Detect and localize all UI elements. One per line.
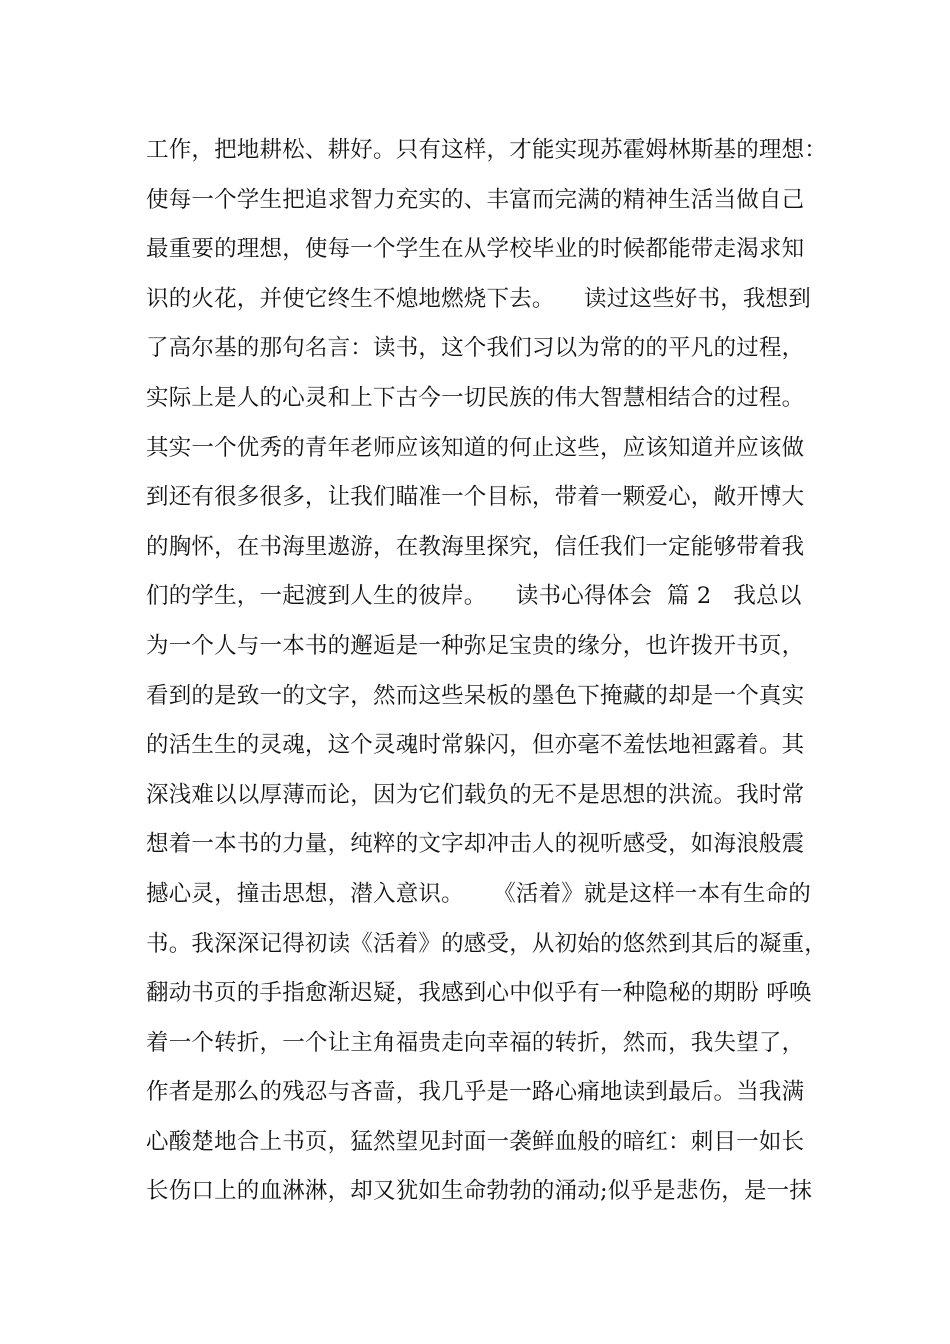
text-line: 翻动书页的手指愈渐迟疑，我感到心中似乎有一种隐秘的期盼 呼唤 [146, 980, 812, 1007]
text-line: 识的火花，并使它终生不熄地燃烧下去。 读过这些好书，我想到 [146, 285, 812, 312]
text-line: 工作，把地耕松、耕好。只有这样，才能实现苏霍姆林斯基的理想： [146, 137, 828, 163]
text-line: 最重要的理想，使每一个学生在从学校毕业的时候都能带走渴求知 [146, 236, 805, 263]
text-line: 深浅难以以厚薄而论，因为它们载负的无不是思想的洪流。我时常 [146, 781, 805, 808]
text-line: 着一个转折，一个让主角福贵走向幸福的转折，然而，我失望了， [146, 1029, 805, 1056]
text-line: 的活生生的灵魂，这个灵魂时常躲闪，但亦毫不羞怯地袒露着。其 [146, 732, 805, 759]
text-line: 看到的是致一的文字，然而这些呆板的墨色下掩藏的却是一个真实 [146, 682, 805, 709]
text-line: 了高尔基的那句名言：读书，这个我们习以为常的的平凡的过程， [146, 335, 805, 362]
text-line: 使每一个学生把追求智力充实的、丰富而完满的精神生活当做自己 [146, 186, 805, 213]
text-line: 其实一个优秀的青年老师应该知道的何止这些，应该知道并应该做 [146, 434, 805, 461]
text-line: 的胸怀，在书海里遨游，在教海里探究，信任我们一定能够带着我 [146, 533, 805, 560]
text-line: 想着一本书的力量，纯粹的文字却冲击人的视听感受，如海浪般震 [146, 831, 805, 858]
text-line: 为一个人与一本书的邂逅是一种弥足宝贵的缘分，也许拨开书页， [146, 632, 805, 659]
text-line: 到还有很多很多，让我们瞄准一个目标，带着一颗爱心，敞开博大 [146, 484, 805, 511]
text-line: 们的学生，一起渡到人生的彼岸。 读书心得体会 篇 2 我总以 [146, 583, 802, 610]
body-text [146, 126, 836, 1217]
text-line: 心酸楚地合上书页，猛然望见封面一袭鲜血般的暗红：刺目一如长 [146, 1128, 805, 1155]
text-line: 实际上是人的心灵和上下古今一切民族的伟大智慧相结合的过程。 [146, 384, 805, 411]
text-line: 撼心灵，撞击思想，潜入意识。 《活着》就是这样一本有生命的 [146, 880, 812, 907]
text-line: 长伤口上的血淋淋，却又犹如生命勃勃的涌动;似乎是悲伤，是一抹 [146, 1178, 813, 1205]
text-line: 作者是那么的残忍与吝啬，我几乎是一路心痛地读到最后。当我满 [146, 1079, 805, 1106]
text-line: 书。我深深记得初读《活着》的感受，从初始的悠然到其后的凝重， [146, 930, 828, 957]
